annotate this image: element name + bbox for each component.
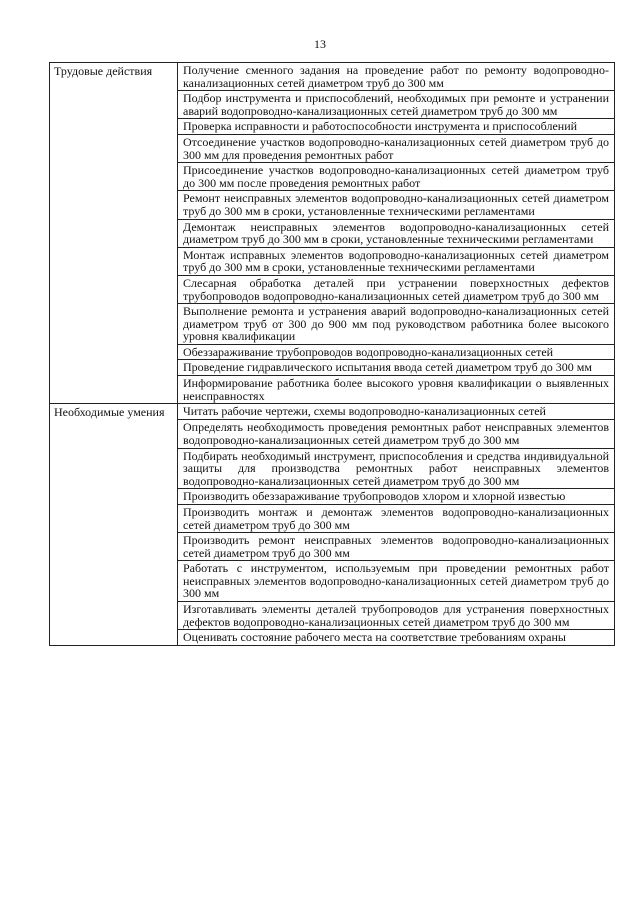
- table-cell-item: Подбирать необходимый инструмент, приспособления и средства индивидуальной защиты для производства ремонтных работ неисправных элементов водопроводно-канализационных сетей диаметром труб до 300 мм: [178, 448, 615, 489]
- section-label-continuation: [50, 304, 178, 345]
- table-cell-item: Демонтаж неисправных элементов водопроводно-канализационных сетей диаметром труб до 300 мм в сроки, установленные техническими регламентами: [178, 219, 615, 247]
- section-label-continuation: [50, 119, 178, 135]
- table-row: [50, 360, 615, 376]
- table-row: [50, 420, 615, 448]
- table-body: [50, 63, 615, 646]
- section-label-continuation: [50, 191, 178, 219]
- table-row: [50, 219, 615, 247]
- table-cell-item: Выполнение ремонта и устранения аварий водопроводно-канализационных сетей диаметром труб от 300 до 900 мм под руководством работника более высокого уровня квалификации: [178, 304, 615, 345]
- section-label-continuation: [50, 91, 178, 119]
- table-cell-item: Производить ремонт неисправных элементов водопроводно-канализационных сетей диаметром труб до 300 мм: [178, 533, 615, 561]
- section-label-continuation: [50, 448, 178, 489]
- table-cell-item: Проверка исправности и работоспособности инструмента и приспособлений: [178, 119, 615, 135]
- table-row: [50, 304, 615, 345]
- section-label-continuation: [50, 602, 178, 630]
- table-row: [50, 630, 615, 646]
- table-row: [50, 119, 615, 135]
- table-row: [50, 191, 615, 219]
- table-row: [50, 247, 615, 275]
- table-row: [50, 376, 615, 404]
- table-row: [50, 533, 615, 561]
- section-label-continuation: [50, 630, 178, 646]
- table-row: [50, 561, 615, 602]
- table-cell-item: Ремонт неисправных элементов водопроводно-канализационных сетей диаметром труб до 300 мм в сроки, установленные техническими регламентами: [178, 191, 615, 219]
- section-label-continuation: [50, 504, 178, 532]
- section-label-continuation: [50, 489, 178, 505]
- section-label-continuation: [50, 344, 178, 360]
- table-cell-item: Производить обеззараживание трубопроводов хлором и хлорной известью: [178, 489, 615, 505]
- section-label-continuation: [50, 134, 178, 162]
- table-row: [50, 602, 615, 630]
- table-cell-item: Присоединение участков водопроводно-канализационных сетей диаметром труб до 300 мм после проведения ремонтных работ: [178, 163, 615, 191]
- table-row: [50, 163, 615, 191]
- table-row: [50, 448, 615, 489]
- section-label: Необходимые умения: [50, 404, 178, 420]
- section-label-continuation: [50, 163, 178, 191]
- table-row: [50, 489, 615, 505]
- table-cell-item: Монтаж исправных элементов водопроводно-канализационных сетей диаметром труб до 300 мм в сроки, установленные техническими регламентами: [178, 247, 615, 275]
- table-row: [50, 91, 615, 119]
- table-cell-item: Слесарная обработка деталей при устранении поверхностных дефектов трубопроводов водопроводно-канализационных сетей диаметром труб до 300 мм: [178, 275, 615, 303]
- table-cell-item: Обеззараживание трубопроводов водопроводно-канализационных сетей: [178, 344, 615, 360]
- table-row: [50, 404, 615, 420]
- table-row: [50, 63, 615, 91]
- section-label-continuation: [50, 219, 178, 247]
- section-label: Трудовые действия: [50, 63, 178, 91]
- section-label-continuation: [50, 533, 178, 561]
- section-label-continuation: [50, 247, 178, 275]
- table-row: [50, 275, 615, 303]
- section-label-continuation: [50, 561, 178, 602]
- table-cell-item: Проведение гидравлического испытания ввода сетей диаметром труб до 300 мм: [178, 360, 615, 376]
- table-cell-item: Получение сменного задания на проведение работ по ремонту водопроводно-канализационных сетей диаметром труб до 300 мм: [178, 63, 615, 91]
- table-cell-item: Читать рабочие чертежи, схемы водопроводно-канализационных сетей: [178, 404, 615, 420]
- table-cell-item: Оценивать состояние рабочего места на соответствие требованиям охраны: [178, 630, 615, 646]
- table-cell-item: Определять необходимость проведения ремонтных работ неисправных элементов водопроводно-канализационных сетей диаметром труб до 300 мм: [178, 420, 615, 448]
- table-cell-item: Производить монтаж и демонтаж элементов водопроводно-канализационных сетей диаметром труб до 300 мм: [178, 504, 615, 532]
- qualification-table: [49, 62, 615, 646]
- section-label-continuation: [50, 360, 178, 376]
- table-row: [50, 134, 615, 162]
- section-label-continuation: [50, 376, 178, 404]
- section-label-continuation: [50, 275, 178, 303]
- section-label-continuation: [50, 420, 178, 448]
- page-number: 13: [314, 37, 326, 51]
- table-cell-item: Работать с инструментом, используемым при проведении ремонтных работ неисправных элементов водопроводно-канализационных сетей диаметром труб до 300 мм: [178, 561, 615, 602]
- table-cell-item: Информирование работника более высокого уровня квалификации о выявленных неисправностях: [178, 376, 615, 404]
- table-row: [50, 504, 615, 532]
- table-row: [50, 344, 615, 360]
- table-cell-item: Подбор инструмента и приспособлений, необходимых при ремонте и устранении аварий водопроводно-канализационных сетей диаметром труб до 300 мм: [178, 91, 615, 119]
- table-cell-item: Отсоединение участков водопроводно-канализационных сетей диаметром труб до 300 мм для проведения ремонтных работ: [178, 134, 615, 162]
- table-cell-item: Изготавливать элементы деталей трубопроводов для устранения поверхностных дефектов водопроводно-канализационных сетей диаметром труб до 300 мм: [178, 602, 615, 630]
